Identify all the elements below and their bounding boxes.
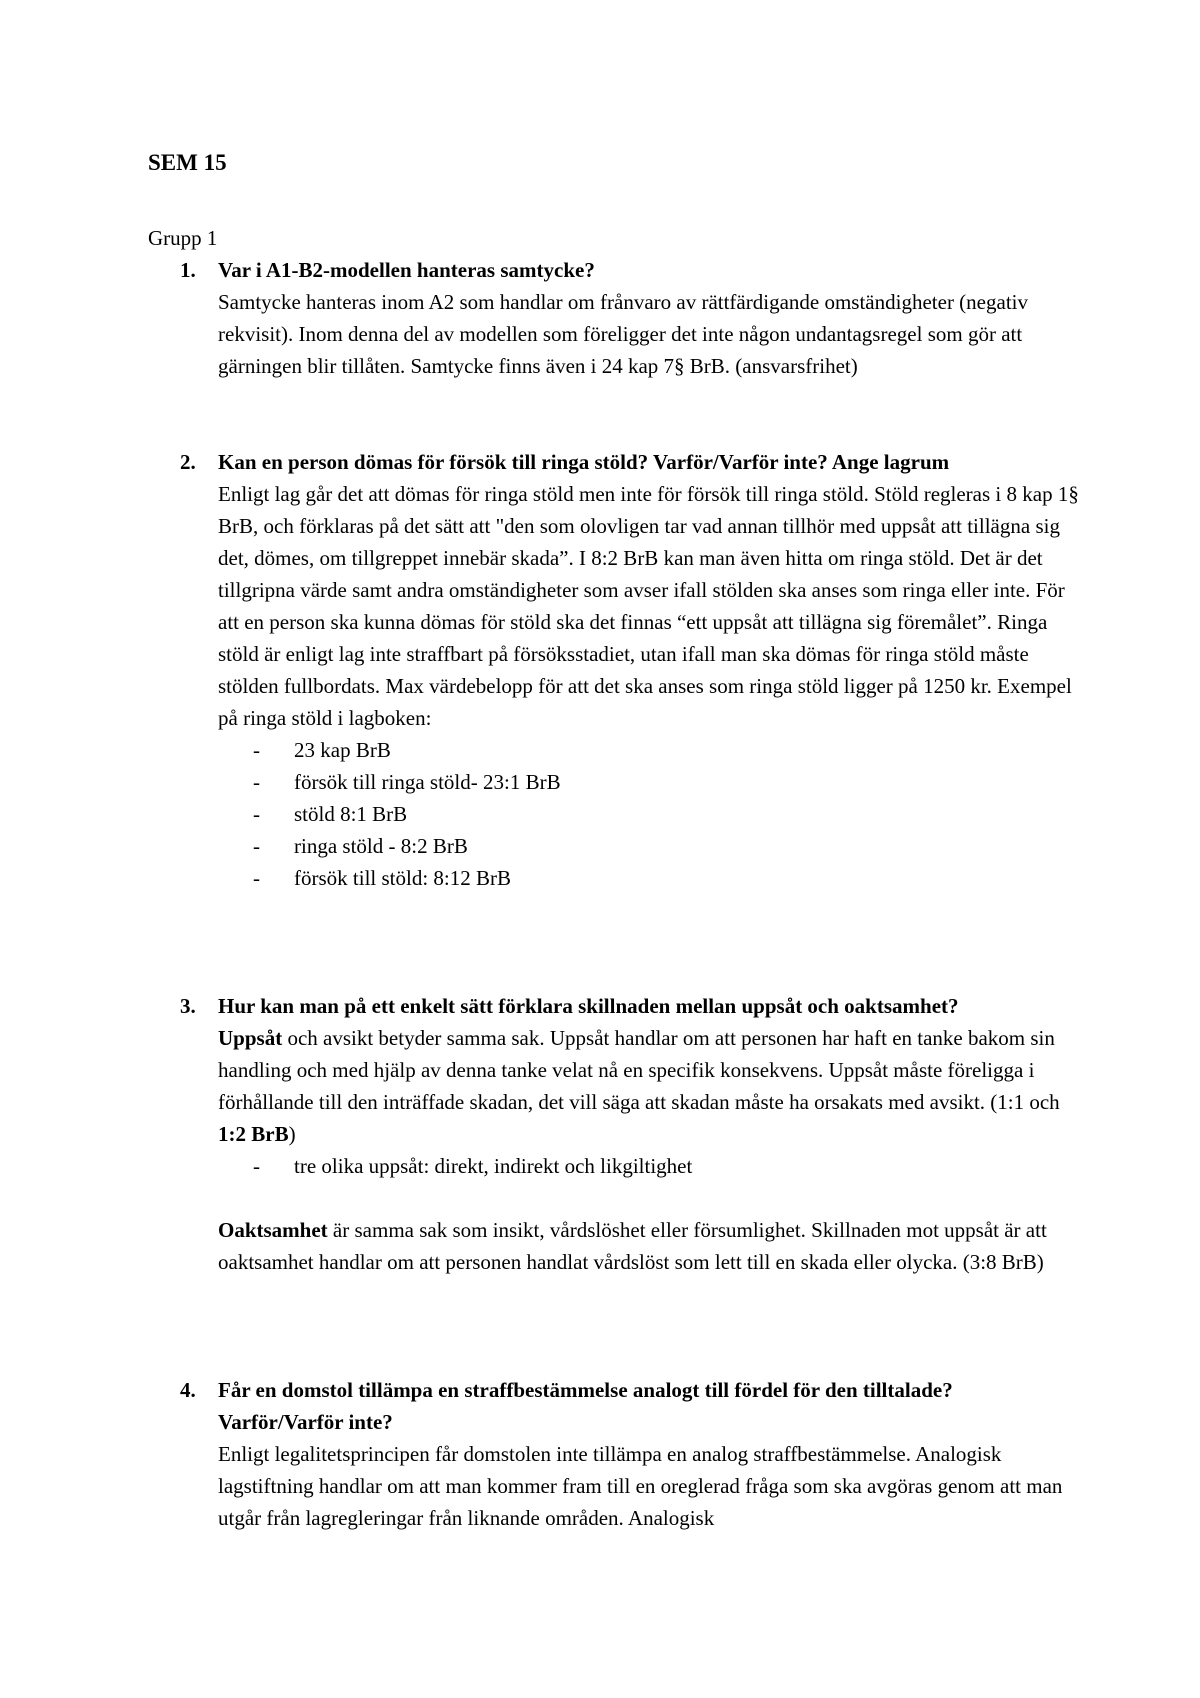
group-heading: Grupp 1 — [148, 226, 218, 250]
question-3 — [180, 990, 1080, 1278]
dash-marker: - — [253, 866, 260, 890]
question-number: 4. — [180, 1378, 196, 1402]
example-list — [218, 734, 1080, 894]
answer-text: Enligt legalitetsprincipen får domstolen inte tillämpa en analog straffbestämmelse. Analogisk lagstiftning handlar om att man kommer fram till en oreglerad fråga som ska avgöras genom att man utgår från lagregleringar från liknande områden. Analogisk — [218, 1442, 1063, 1530]
answer-paragraph-uppsat: Uppsåt och avsikt betyder samma sak. Uppsåt handlar om att personen har haft en tanke bakom sin handling och med hjälp av denna tanke velat nå en specifik konsekvens. Uppsåt måste föreligga i förhållande till den inträffade skadan, det vill säga att skadan måste ha orsakats med avsikt. (1:1 och 1:2 BrB) — [218, 1026, 1060, 1146]
answer-text: Samtycke hanteras inom A2 som handlar om frånvaro av rättfärdigande omständigheter (negativ rekvisit). Inom denna del av modellen som föreligger det inte någon undantagsregel som gör att gärningen blir tillåten. Samtycke finns även i 24 kap 7§ BrB. (ansvarsfrihet) — [218, 290, 1028, 378]
question-2 — [180, 446, 1080, 894]
page-title: SEM 15 — [148, 150, 227, 175]
answer-text: Enligt lag går det att dömas för ringa stöld men inte för försök till ringa stöld. Stöld regleras i 8 kap 1§ BrB, och förklaras på det sätt att "den som olovligen tar vad annan tillhör med uppsåt att tillägna sig det, dömes, om tillgreppet innebär skada”. I 8:2 BrB kan man även hitta om ringa stöld. Det är det tillgripna värde samt andra omständigheter som avser ifall stölden ska anses som ringa eller inte. För att en person ska kunna dömas för stöld ska det finnas “ett uppsåt att tillägna sig föremålet”. Ringa stöld är enligt lag inte straffbart på försöksstadiet, utan ifall man ska dömas för ringa stöld måste stölden fullbordats. Max värdebelopp för att det ska anses som ringa stöld ligger på 1250 kr. Exempel på ringa stöld i lagboken: — [218, 482, 1079, 730]
list-item: - ringa stöld - 8:2 BrB — [218, 830, 1080, 862]
list-item: - tre olika uppsåt: direkt, indirekt och likgiltighet — [218, 1150, 1080, 1182]
dash-marker: - — [253, 802, 260, 826]
answer-paragraph-oaktsamhet: Oaktsamhet är samma sak som insikt, vårdslöshet eller försumlighet. Skillnaden mot uppsåt är att oaktsamhet handlar om att personen handlat vårdslöst som lett till en skada eller olycka. (3:8 BrB) — [218, 1218, 1047, 1274]
dash-marker: - — [253, 1154, 260, 1178]
list-item: - försök till stöld: 8:12 BrB — [218, 862, 1080, 894]
term-uppsat: Uppsåt — [218, 1026, 283, 1050]
uppsat-list — [218, 1150, 1080, 1182]
dash-marker: - — [253, 770, 260, 794]
question-title: Kan en person dömas för försök till ringa stöld? Varför/Varför inte? Ange lagrum — [218, 450, 950, 474]
list-item: - försök till ringa stöld- 23:1 BrB — [218, 766, 1080, 798]
question-title: Hur kan man på ett enkelt sätt förklara skillnaden mellan uppsåt och oaktsamhet? — [218, 994, 959, 1018]
question-number: 2. — [180, 450, 196, 474]
term-oaktsamhet: Oaktsamhet — [218, 1218, 328, 1242]
question-1 — [180, 254, 1080, 382]
question-4 — [180, 1374, 1080, 1534]
list-item: - 23 kap BrB — [218, 734, 1080, 766]
question-number: 3. — [180, 994, 196, 1018]
dash-marker: - — [253, 834, 260, 858]
question-title: Var i A1-B2-modellen hanteras samtycke? — [218, 258, 595, 282]
list-item: - stöld 8:1 BrB — [218, 798, 1080, 830]
dash-marker: - — [253, 738, 260, 762]
law-reference: 1:2 BrB — [218, 1122, 289, 1146]
question-number: 1. — [180, 258, 196, 282]
question-title: Får en domstol tillämpa en straffbestämmelse analogt till fördel för den tilltalade? Varför/Varför inte? — [218, 1378, 953, 1434]
